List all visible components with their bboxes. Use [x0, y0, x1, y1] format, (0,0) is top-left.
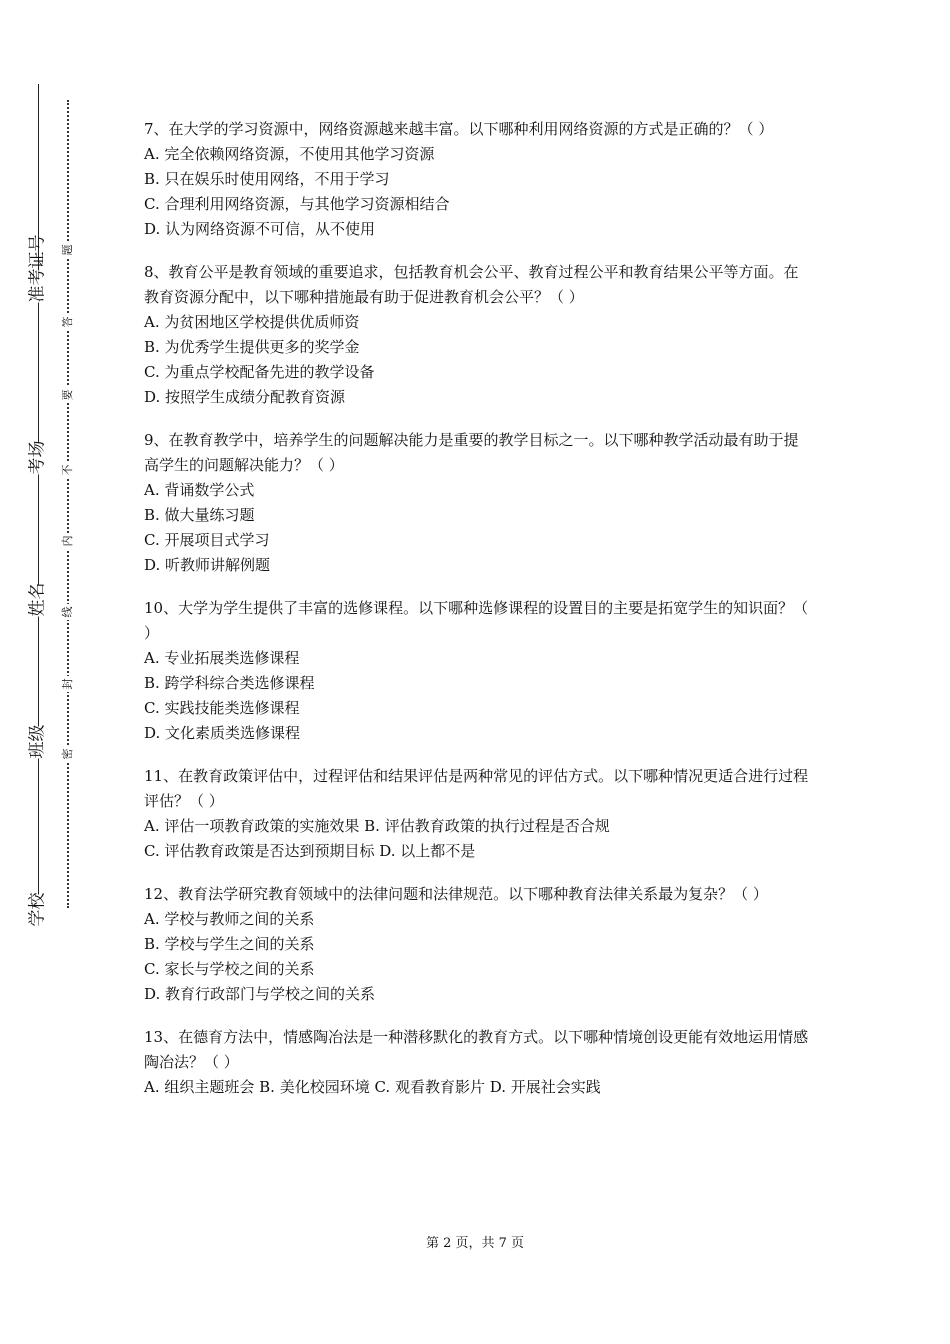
question-list	[144, 117, 812, 1118]
option-b: B. 跨学科综合类选修课程	[144, 674, 315, 692]
option-d: D. 认为网络资源不可信，从不使用	[144, 220, 376, 238]
option-d: D. 听教师讲解例题	[144, 556, 271, 574]
seal-char: 不	[60, 462, 76, 478]
question-12	[144, 882, 812, 1007]
seal-char: 线	[60, 604, 76, 620]
option-a: A. 为贫困地区学校提供优质师资	[144, 313, 360, 331]
school-label: 学校	[27, 892, 48, 927]
option-c: C. 合理利用网络资源，与其他学习资源相结合	[144, 195, 450, 213]
seal-char: 题	[60, 242, 76, 258]
question-11	[144, 764, 812, 864]
question-8	[144, 260, 812, 410]
option-cd: C. 评估教育政策是否达到预期目标 D. 以上都不是	[144, 842, 476, 860]
question-stem: 8、教育公平是教育领域的重要追求，包括教育机会公平、教育过程公平和教育结果公平等方面。在教育资源分配中，以下哪种措施最有助于促进教育机会公平？（ ）	[144, 263, 799, 306]
question-13	[144, 1025, 812, 1100]
option-d: D. 文化素质类选修课程	[144, 724, 301, 742]
name-label: 姓名	[27, 582, 48, 617]
option-ab: A. 评估一项教育政策的实施效果 B. 评估教育政策的执行过程是否合规	[144, 817, 610, 835]
option-c: C. 实践技能类选修课程	[144, 699, 300, 717]
seal-char: 内	[60, 533, 76, 549]
option-c: C. 家长与学校之间的关系	[144, 960, 315, 978]
exam-id-label: 准考证号	[27, 234, 48, 303]
option-a: A. 背诵数学公式	[144, 481, 255, 499]
option-a: A. 专业拓展类选修课程	[144, 649, 300, 667]
option-c: C. 为重点学校配备先进的教学设备	[144, 363, 375, 381]
option-b: B. 只在娱乐时使用网络，不用于学习	[144, 170, 390, 188]
option-a: A. 完全依赖网络资源，不使用其他学习资源	[144, 145, 435, 163]
seal-dotted-line	[67, 100, 69, 908]
binding-margin	[0, 0, 90, 1344]
class-label: 班级	[27, 724, 48, 759]
seal-char: 封	[60, 676, 76, 692]
option-abcd: A. 组织主题班会 B. 美化校园环境 C. 观看教育影片 D. 开展社会实践	[144, 1078, 601, 1096]
question-stem: 11、在教育政策评估中，过程评估和结果评估是两种常见的评估方式。以下哪种情况更适合进行过程评估？（ ）	[144, 767, 809, 810]
seal-char: 密	[60, 746, 76, 762]
binding-solid-line	[38, 84, 39, 924]
question-stem: 12、教育法学研究教育领域中的法律问题和法律规范。以下哪种教育法律关系最为复杂？（ ）	[144, 885, 768, 903]
option-d: D. 按照学生成绩分配教育资源	[144, 388, 346, 406]
option-b: B. 学校与学生之间的关系	[144, 935, 315, 953]
exam-room-label: 考场	[27, 440, 48, 475]
question-7	[144, 117, 812, 242]
question-9	[144, 428, 812, 578]
option-b: B. 做大量练习题	[144, 506, 255, 524]
question-10	[144, 596, 812, 746]
option-c: C. 开展项目式学习	[144, 531, 270, 549]
question-stem: 7、在大学的学习资源中，网络资源越来越丰富。以下哪种利用网络资源的方式是正确的？（ ）	[144, 120, 774, 138]
question-stem: 13、在德育方法中，情感陶冶法是一种潜移默化的教育方式。以下哪种情境创设更能有效地运用情感陶冶法？（ ）	[144, 1028, 809, 1071]
option-d: D. 教育行政部门与学校之间的关系	[144, 985, 376, 1003]
seal-char: 要	[60, 387, 76, 403]
seal-char: 答	[60, 314, 76, 330]
option-a: A. 学校与教师之间的关系	[144, 910, 315, 928]
question-stem: 9、在教育教学中，培养学生的问题解决能力是重要的教学目标之一。以下哪种教学活动最有助于提高学生的问题解决能力？（ ）	[144, 431, 799, 474]
question-stem: 10、大学为学生提供了丰富的选修课程。以下哪种选修课程的设置目的主要是拓宽学生的知识面？（ ）	[144, 599, 809, 642]
option-b: B. 为优秀学生提供更多的奖学金	[144, 338, 360, 356]
page-number: 第 2 页，共 7 页	[425, 1236, 525, 1251]
